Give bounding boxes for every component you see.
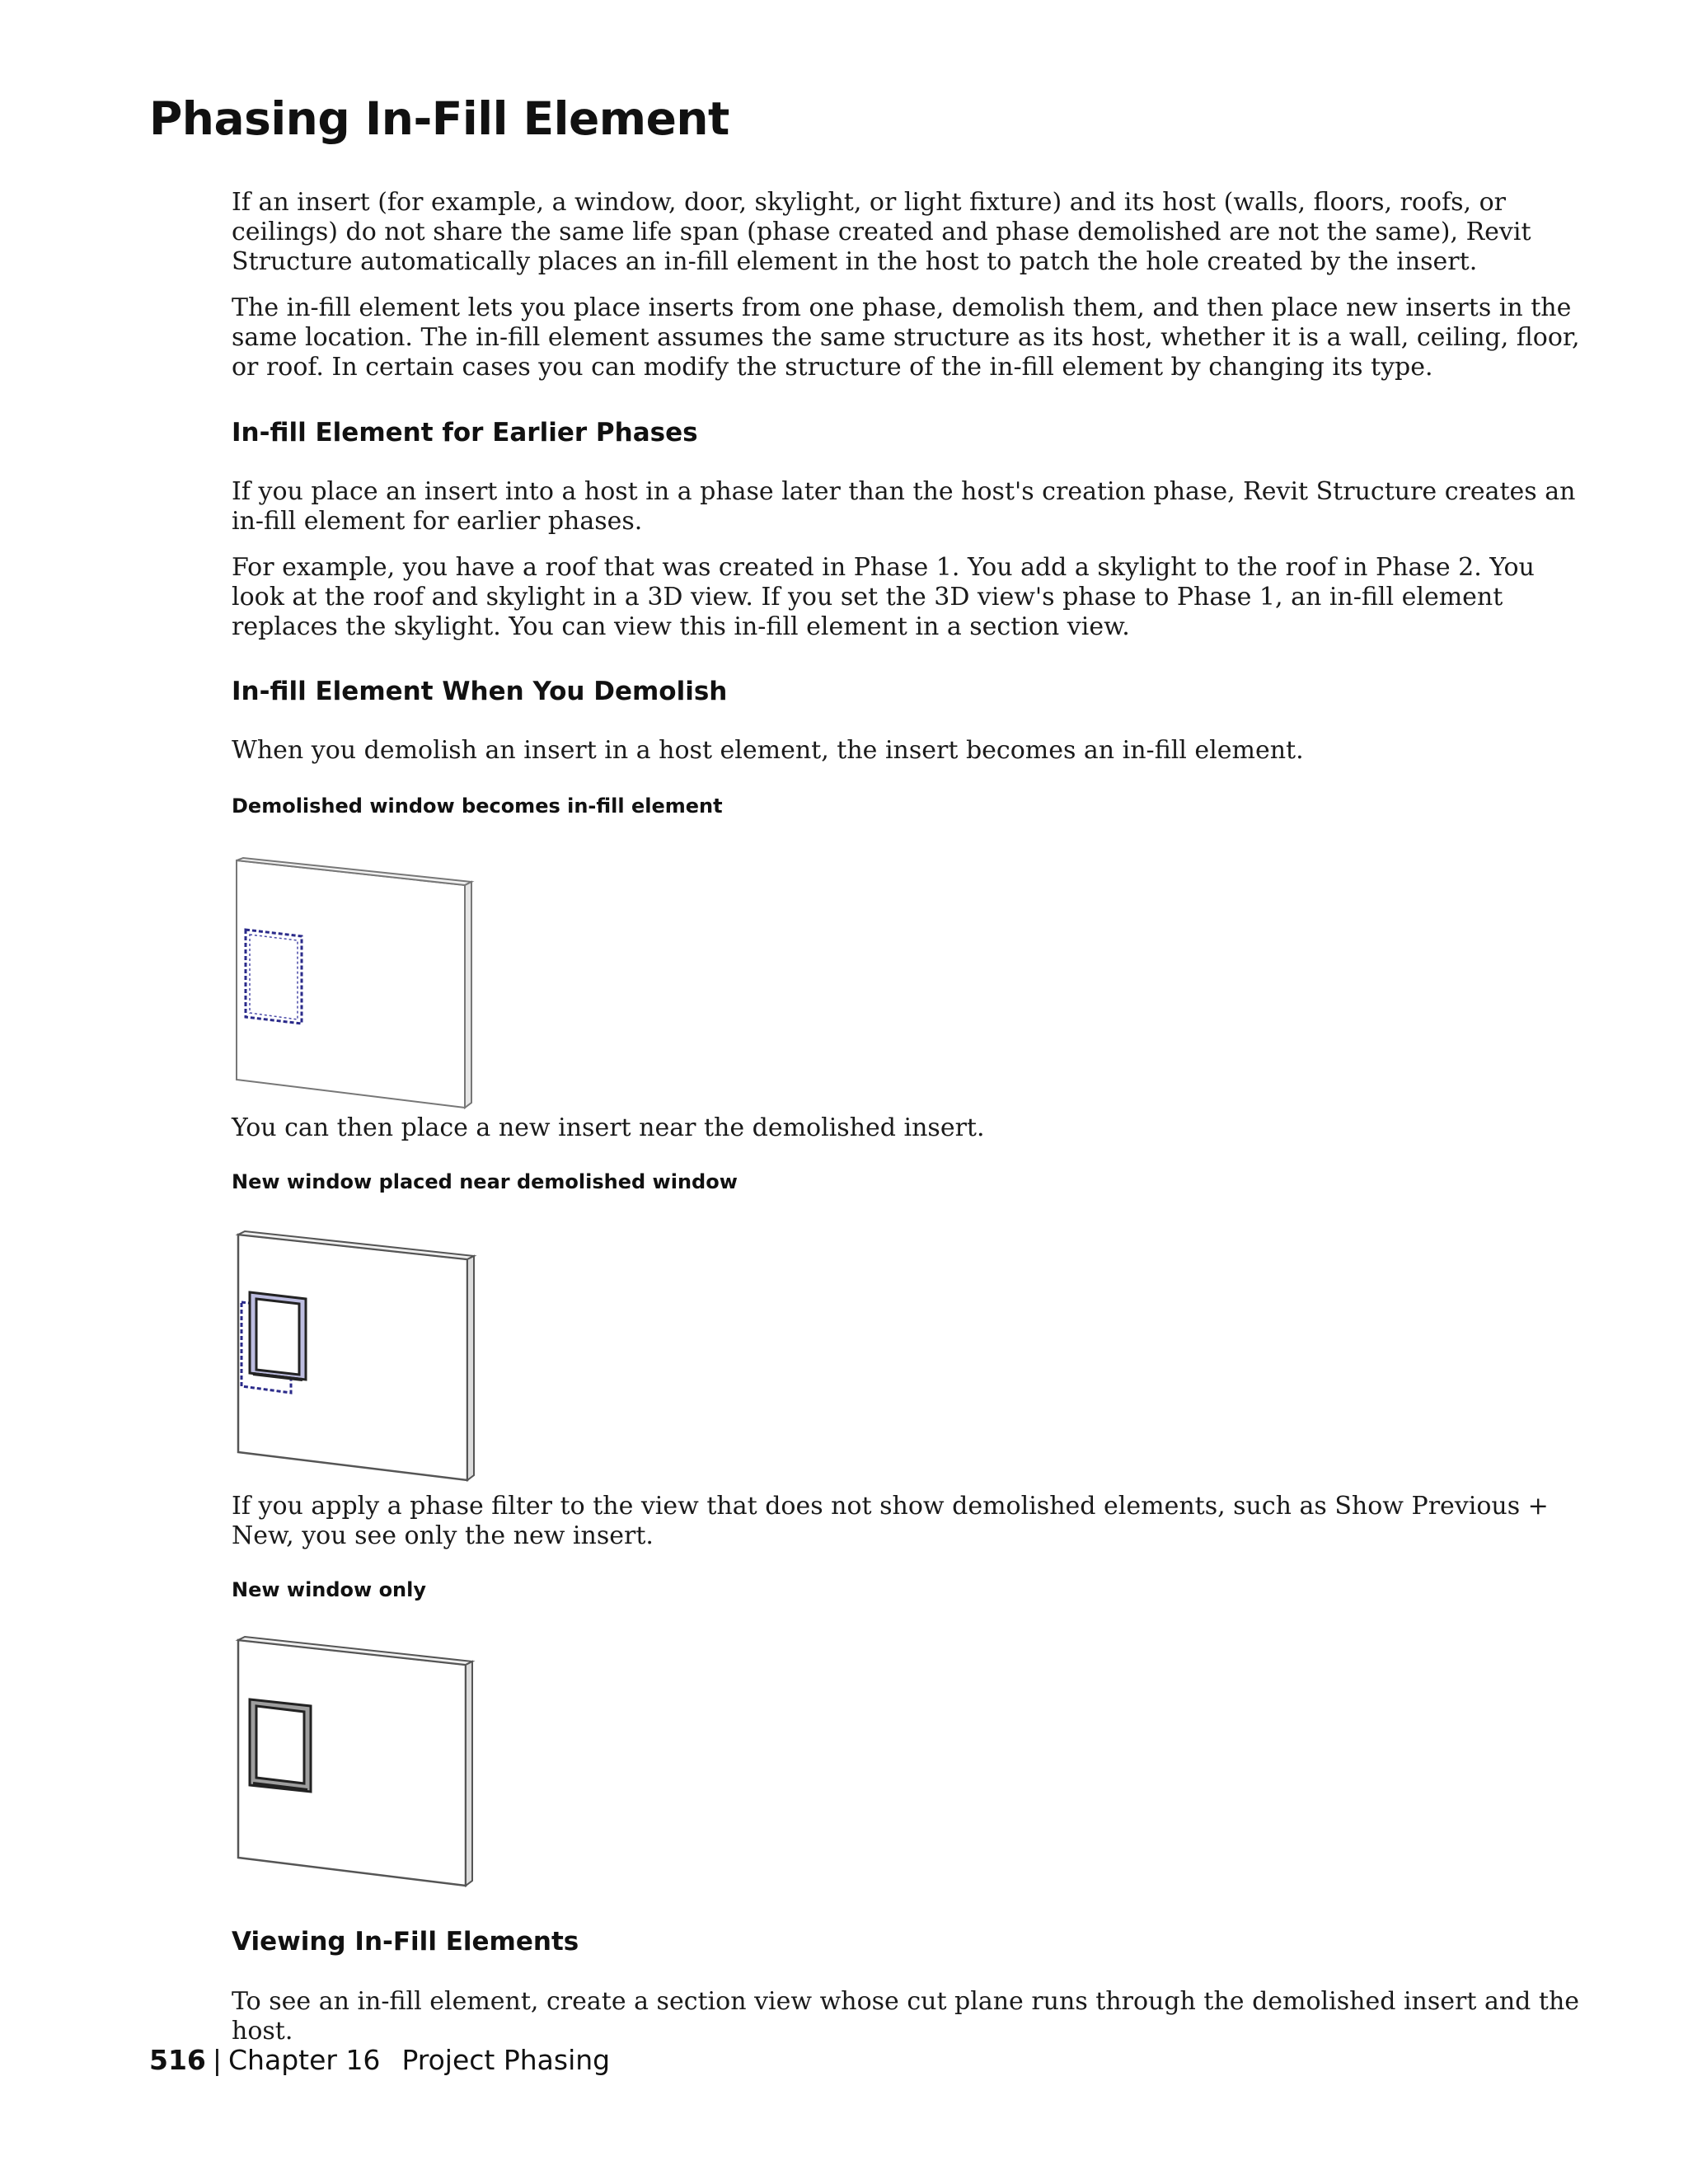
wall-side-edge [465, 882, 471, 1108]
viewing-paragraph: To see an in-fill element, create a section view whose cut plane runs through the demolished insert and the host. [232, 1987, 1580, 2046]
after-figure2-paragraph: If you apply a phase filter to the view that does not show demolished elements, such as Show Previous + New, you see only the new insert. [232, 1492, 1549, 1550]
figure-new-window-near-demolished [232, 1230, 479, 1485]
page-number: 516 [149, 2044, 206, 2076]
figure-new-window-only [232, 1635, 479, 1891]
footer-chapter: Chapter 16 [228, 2044, 381, 2076]
new-window-glass [256, 1299, 299, 1375]
figure1-caption: Demolished window becomes in-fill element [232, 794, 723, 818]
wall-side-edge [467, 1256, 474, 1480]
window-glass [256, 1706, 304, 1783]
footer-separator: | [212, 2044, 223, 2076]
earlier-paragraph-2: For example, you have a roof that was created in Phase 1. You add a skylight to the roof in Phase 2. You look at the roof and skylight in a 3D view. If you set the 3D view's phase to Phase 1, an in-fill element replaces the skylight. You can view this in-fill element in a section view. [232, 553, 1535, 641]
earlier-paragraph-1: If you place an insert into a host in a phase later than the host's creation phase, Revit Structure creates an in-fill element for earlier phases. [232, 477, 1576, 536]
after-figure1-paragraph: You can then place a new insert near the demolished insert. [232, 1113, 985, 1142]
figure-demolished-window [232, 855, 479, 1111]
section-heading-viewing: Viewing In-Fill Elements [232, 1927, 579, 1957]
page-footer [149, 2044, 610, 2076]
wall-face [237, 860, 465, 1108]
page-title: Phasing In-Fill Element [149, 92, 729, 145]
footer-chapter-title: Project Phasing [401, 2044, 611, 2076]
demolish-intro-paragraph: When you demolish an insert in a host element, the insert becomes an in-fill element. [232, 736, 1304, 765]
intro-paragraph-2: The in-fill element lets you place inserts from one phase, demolish them, and then place new inserts in the same location. The in-fill element assumes the same structure as its host, whether it is a wall, ceiling, floor, or roof. In certain cases you can modify the structure of the in-fill element by changing its type. [232, 293, 1580, 382]
wall-side-edge [466, 1661, 472, 1886]
section-heading-earlier-phases: In-fill Element for Earlier Phases [232, 418, 698, 448]
figure2-caption: New window placed near demolished window [232, 1170, 738, 1193]
section-heading-demolish: In-fill Element When You Demolish [232, 677, 728, 706]
figure3-caption: New window only [232, 1578, 427, 1601]
intro-paragraph-1: If an insert (for example, a window, door, skylight, or light fixture) and its host (walls, floors, roofs, or ceilings) do not share the same life span (phase created and phase demolished are not the same), Revit Structure automatically places an in-fill element in the host to patch the hole created by the insert. [232, 188, 1531, 276]
